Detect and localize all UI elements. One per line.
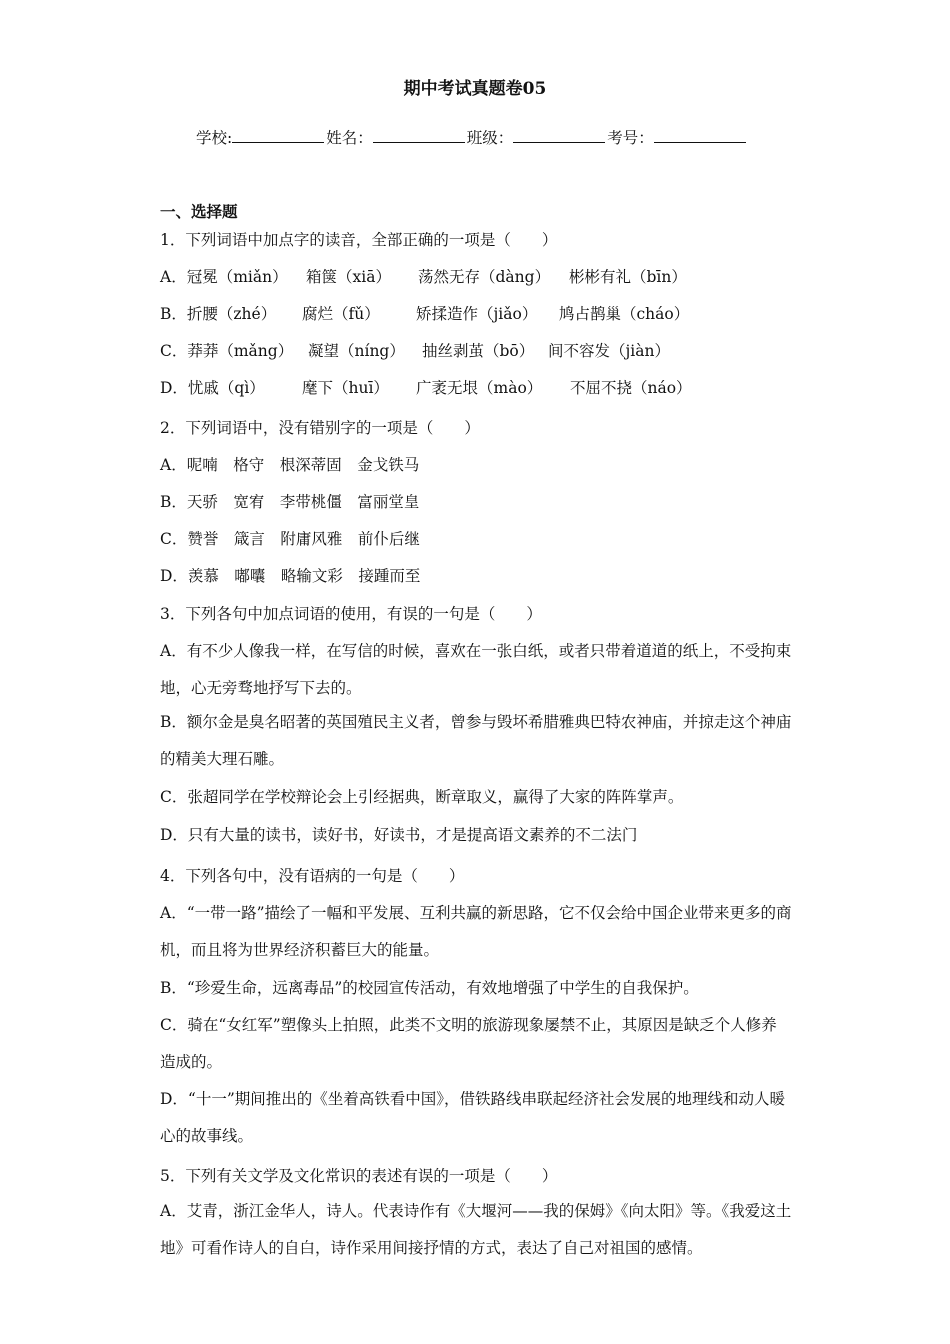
q1-b-item-1: B．折腰（zhé） (160, 305, 277, 323)
q1-b-item-2: 腐烂（fǔ） (302, 305, 380, 323)
q1-d-item-3: 广袤无垠（mào） (416, 379, 543, 397)
school-label: 学校: (196, 129, 233, 147)
page-title: 期中考试真题卷05 (403, 79, 547, 99)
q1-d-item-4: 不屈不挠（náo） (570, 379, 692, 397)
q3-option-a[interactable]: A．有不少人像我一样，在写信的时候，喜欢在一张白纸，或者只带着道道的纸上，不受拘束地，心无旁骛地抒写下去的。 (160, 642, 792, 697)
q1-stem: 1．下列词语中加点字的读音，全部正确的一项是（ ） (160, 231, 558, 249)
q3-option-d[interactable]: D．只有大量的读书，读好书，好读书，才是提高语文素养的不二法门 (160, 826, 638, 844)
exam-no-label: 考号： (607, 129, 654, 147)
q4-stem: 4．下列各句中，没有语病的一句是（ ） (160, 867, 465, 885)
q1-c-item-3: 抽丝剥茧（bō） (422, 342, 535, 360)
school-blank[interactable] (232, 128, 324, 143)
q2-option-c[interactable]: C．赞誉 箴言 附庸风雅 前仆后继 (160, 530, 420, 548)
q1-b-item-3: 矫揉造作（jiǎo） (416, 305, 538, 323)
class-label: 班级： (466, 129, 514, 147)
q1-a-item-3: 荡然无存（dàng） (418, 268, 551, 286)
q1-a-item-1: A．冠冕（miǎn） (160, 268, 288, 286)
q1-c-item-2: 凝望（níng） (308, 342, 405, 360)
exam-no-blank[interactable] (654, 128, 746, 143)
q5-option-a[interactable]: A．艾青，浙江金华人，诗人。代表诗作有《大堰河——我的保姆》《向太阳》等。《我爱这土地》可看作诗人的自白，诗作采用间接抒情的方式，表达了自己对祖国的感情。 (160, 1202, 792, 1257)
q3-option-b[interactable]: B．额尔金是臭名昭著的英国殖民主义者，曾参与毁坏希腊雅典巴特农神庙，并掠走这个神庙的精美大理石雕。 (160, 713, 792, 768)
q4-option-c[interactable]: C．骑在“女红军”塑像头上拍照，此类不文明的旅游现象屡禁不止，其原因是缺乏个人修养造成的。 (160, 1016, 777, 1071)
q4-option-b[interactable]: B．“珍爱生命，远离毒品”的校园宣传活动，有效地增强了中学生的自我保护。 (160, 979, 699, 997)
q4-option-a[interactable]: A．“一带一路”描绘了一幅和平发展、互利共赢的新思路，它不仅会给中国企业带来更多的商机，而且将为世界经济积蓄巨大的能量。 (160, 904, 792, 959)
q2-option-a[interactable]: A．呢喃 格守 根深蒂固 金戈铁马 (160, 456, 420, 474)
name-label: 姓名： (326, 129, 373, 147)
name-blank[interactable] (373, 128, 465, 143)
q3-option-c[interactable]: C．张超同学在学校辩论会上引经据典，断章取义，赢得了大家的阵阵掌声。 (160, 788, 684, 806)
q1-b-item-4: 鸠占鹊巢（cháo） (559, 305, 690, 323)
q4-option-d[interactable]: D．“十一”期间推出的《坐着高铁看中国》，借铁路线串联起经济社会发展的地理线和动人暖心的故事线。 (160, 1090, 786, 1145)
q3-stem: 3．下列各句中加点词语的使用，有误的一句是（ ） (160, 605, 542, 623)
q5-stem: 5．下列有关文学及文化常识的表述有误的一项是（ ） (160, 1167, 558, 1185)
section-heading: 一、选择题 (160, 202, 238, 221)
q2-stem: 2．下列词语中，没有错别字的一项是（ ） (160, 419, 480, 437)
q1-a-item-2: 箱箧（xiā） (306, 268, 391, 286)
class-blank[interactable] (513, 128, 605, 143)
q1-d-item-1: D．忧戚（qì） (160, 379, 265, 397)
q1-d-item-2: 麾下（huī） (302, 379, 389, 397)
q1-a-item-4: 彬彬有礼（bīn） (569, 268, 687, 286)
q2-option-b[interactable]: B．天骄 宽宥 李带桃僵 富丽堂皇 (160, 493, 420, 511)
student-info-line (196, 126, 748, 148)
q1-c-item-1: C．莽莽（mǎng） (160, 342, 294, 360)
q1-c-item-4: 间不容发（jiàn） (548, 342, 670, 360)
q2-option-d[interactable]: D．羡慕 嘟囔 略输文彩 接踵而至 (160, 567, 421, 585)
